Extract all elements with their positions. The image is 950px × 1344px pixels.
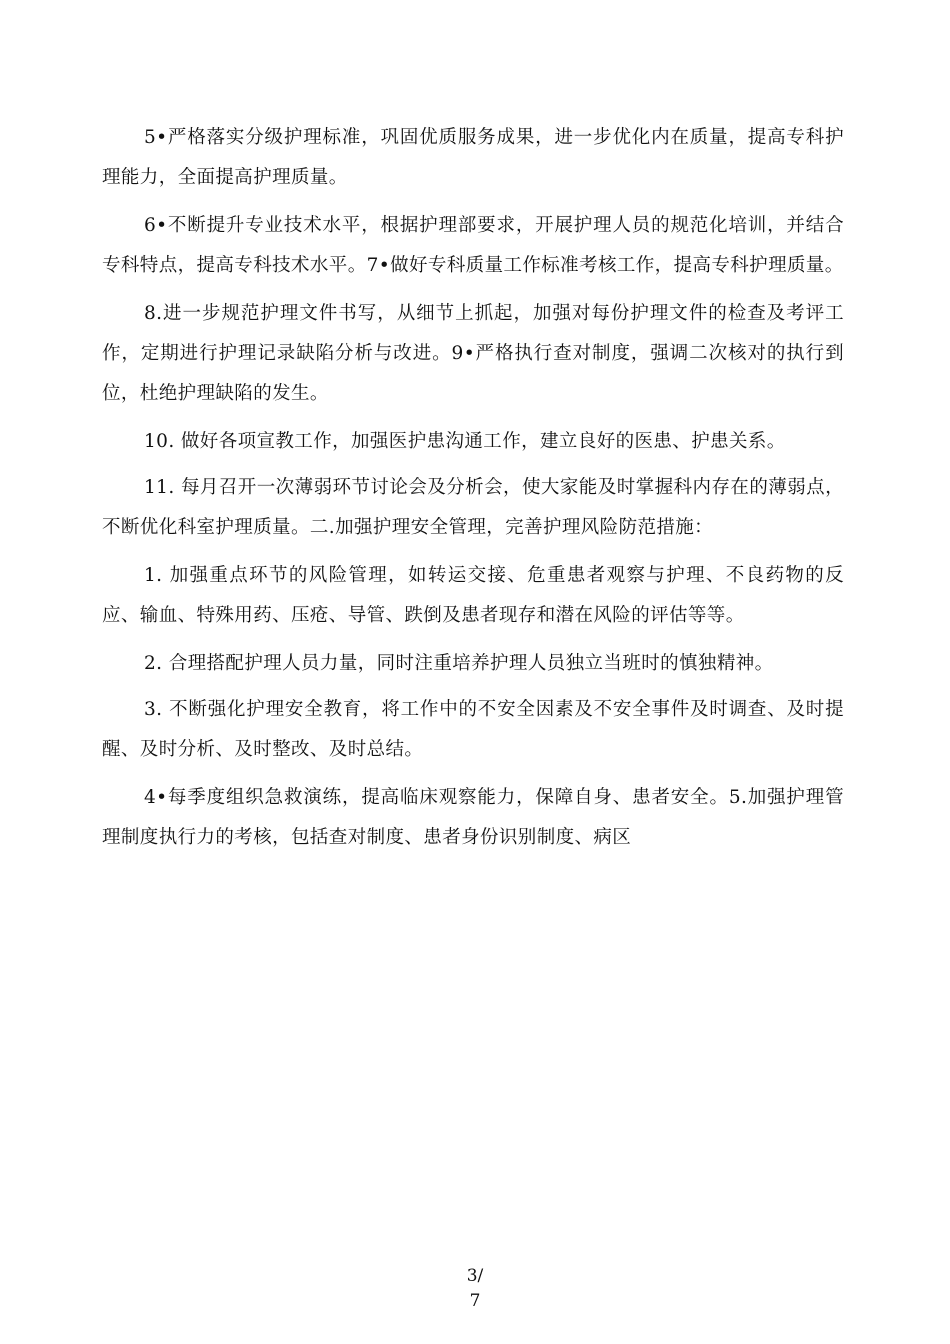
document-body: [102, 118, 844, 866]
paragraph-6-7: 6•不断提升专业技术水平，根据护理部要求，开展护理人员的规范化培训，并结合专科特点，提高专科技术水平。7•做好专科质量工作标准考核工作，提高专科护理质量。: [102, 215, 844, 276]
page-number-line1: 3/: [466, 1266, 484, 1286]
page-number: [0, 1264, 950, 1314]
paragraph-8-9: 8.进一步规范护理文件书写，从细节上抓起，加强对每份护理文件的检查及考评工作，定期进行护理记录缺陷分析与改进。9•严格执行查对制度，强调二次核对的执行到位，杜绝护理缺陷的发生。: [102, 303, 844, 404]
paragraph-safety-4-5: 4•每季度组织急救演练，提高临床观察能力，保障自身、患者安全。5.加强护理管理制度执行力的考核，包括查对制度、患者身份识别制度、病区: [102, 787, 844, 848]
paragraph-10: 10. 做好各项宣教工作，加强医护患沟通工作，建立良好的医患、护患关系。: [144, 431, 786, 452]
paragraph-11: 11. 每月召开一次薄弱环节讨论会及分析会，使大家能及时掌握科内存在的薄弱点，不断优化科室护理质量。二.加强护理安全管理，完善护理风险防范措施：: [102, 477, 844, 538]
paragraph-5: 5•严格落实分级护理标准，巩固优质服务成果，进一步优化内在质量，提高专科护理能力，全面提高护理质量。: [102, 127, 844, 188]
paragraph-safety-2: 2. 合理搭配护理人员力量，同时注重培养护理人员独立当班时的慎独精神。: [144, 653, 774, 674]
paragraph-safety-3: 3. 不断强化护理安全教育，将工作中的不安全因素及不安全事件及时调查、及时提醒、及时分析、及时整改、及时总结。: [102, 699, 844, 760]
paragraph-safety-1: 1. 加强重点环节的风险管理，如转运交接、危重患者观察与护理、不良药物的反应、输血、特殊用药、压疮、导管、跌倒及患者现存和潜在风险的评估等等。: [102, 565, 844, 626]
page-number-line2: 7: [469, 1291, 481, 1311]
